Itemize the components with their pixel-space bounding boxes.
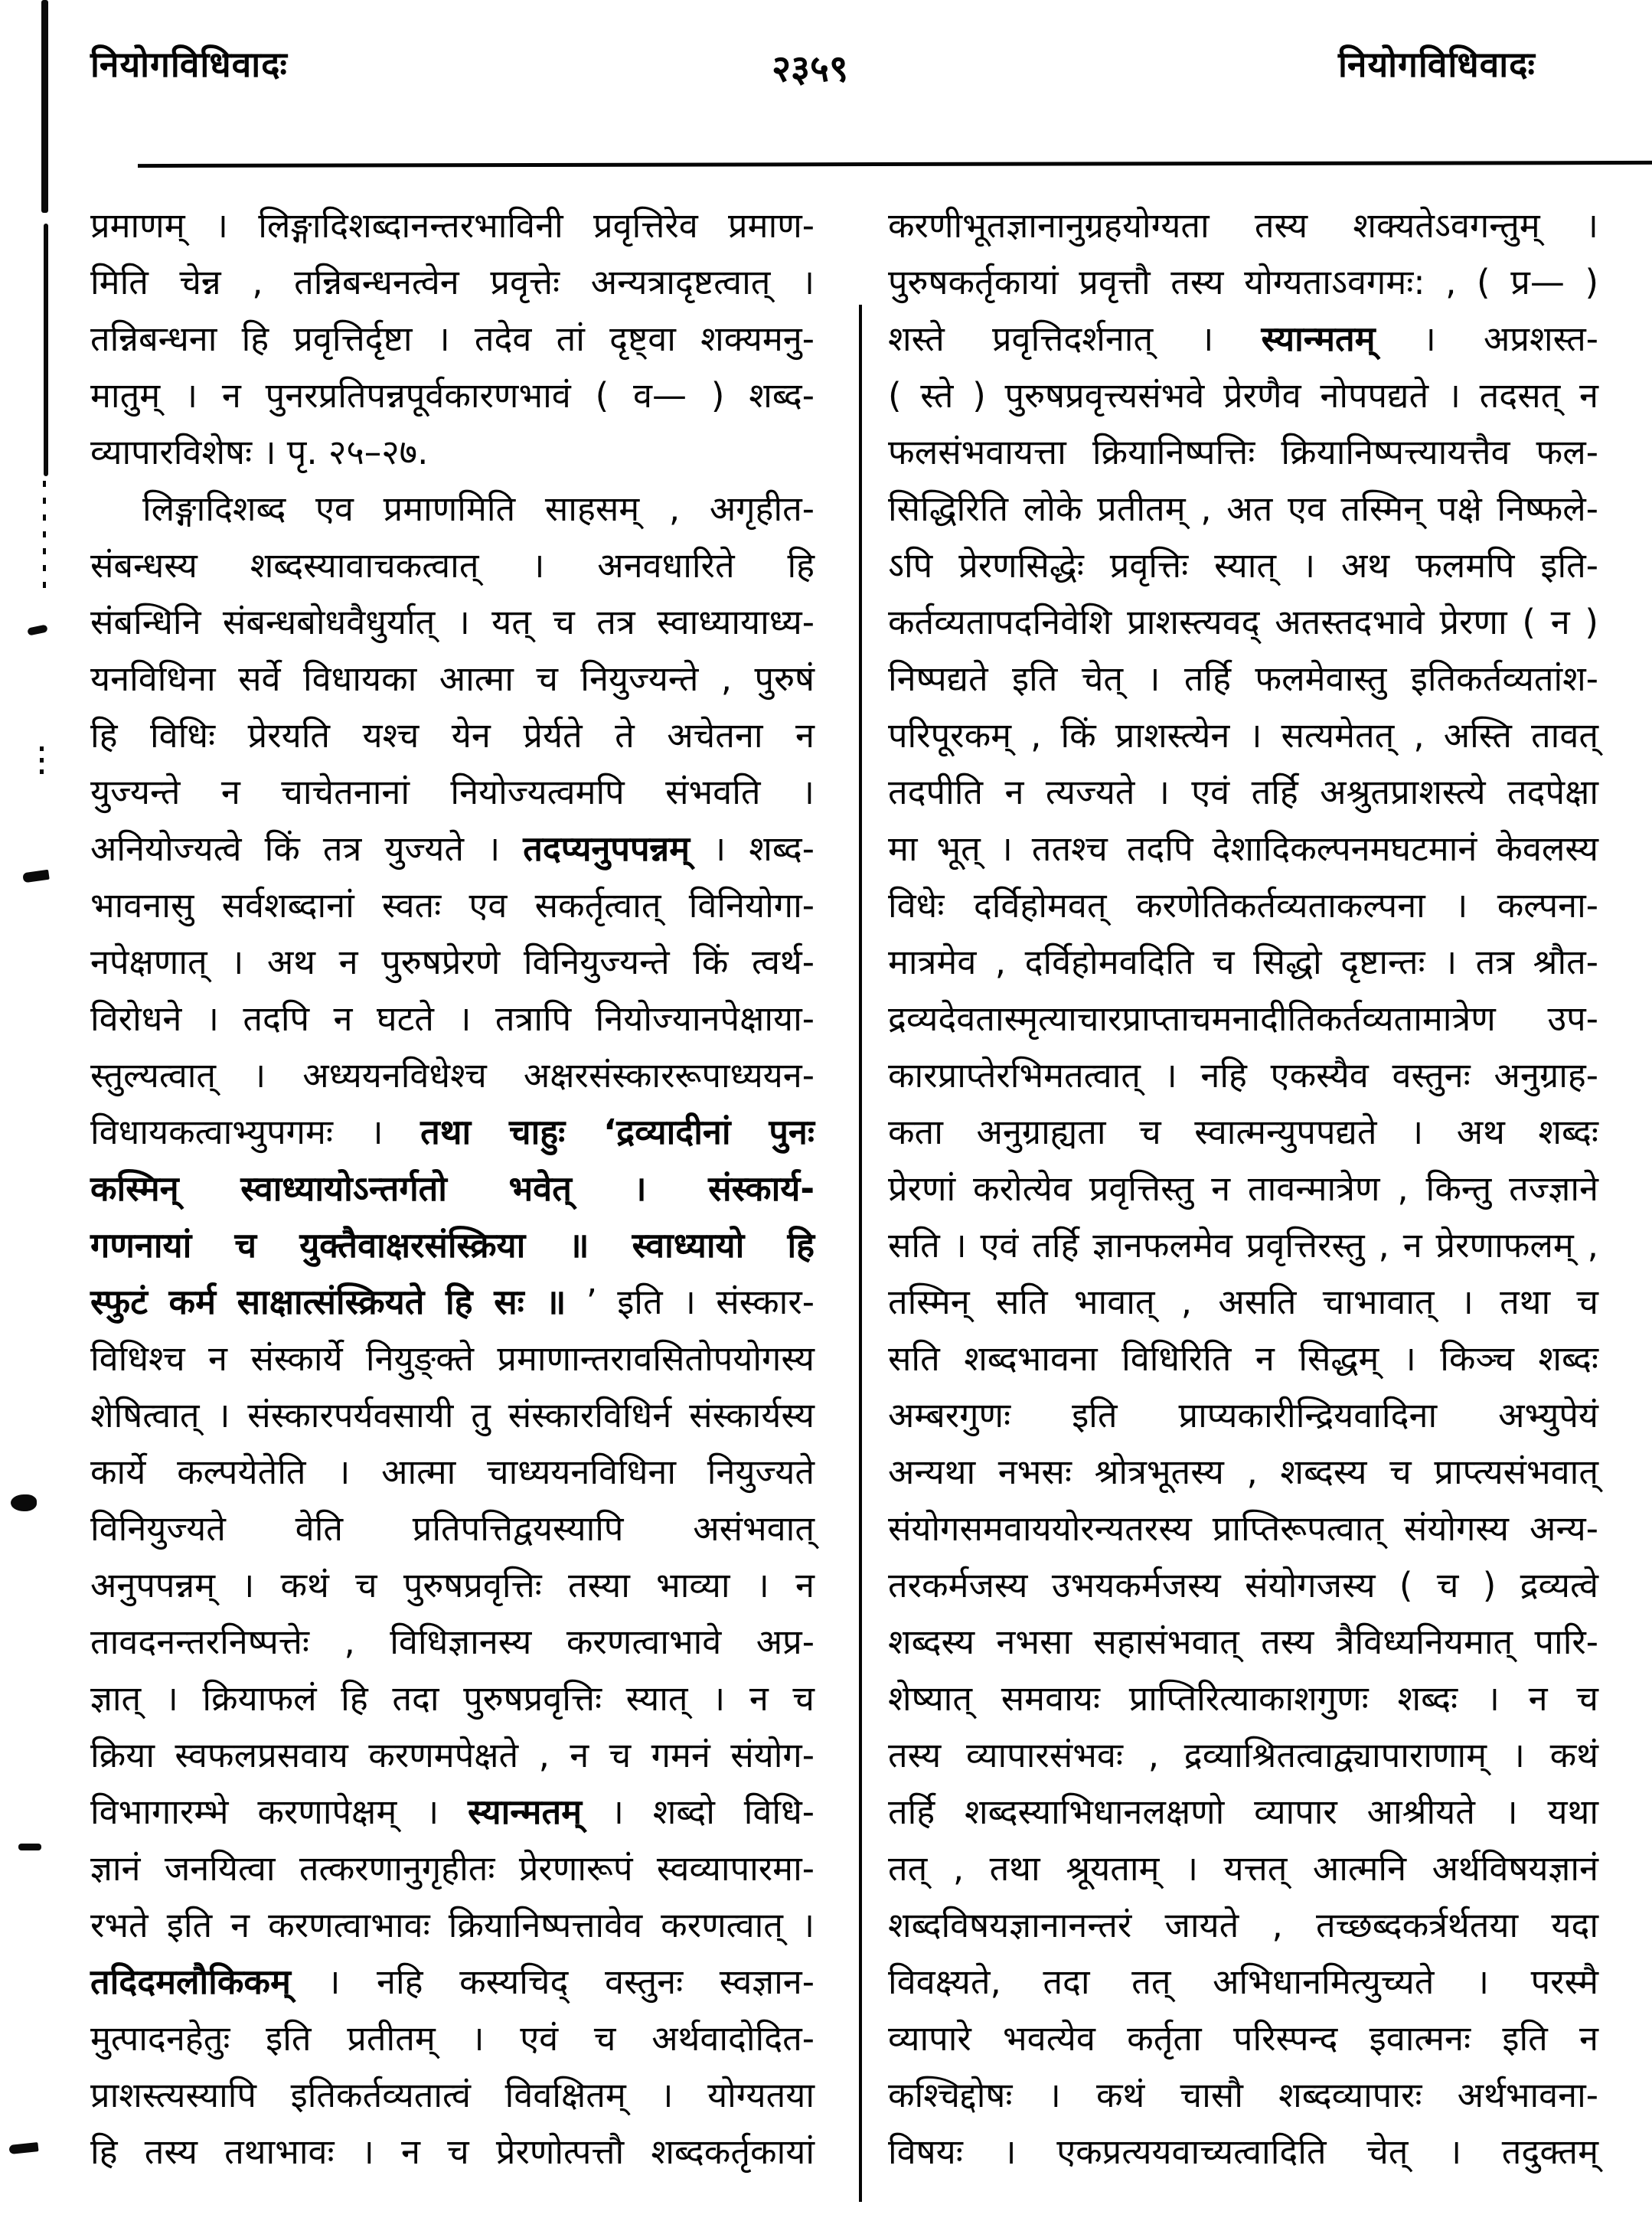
text-line: रभते इति न करणत्वाभावः क्रियानिष्पत्तावेव करणत्वात् । — [90, 1905, 815, 1945]
text-line: शब्दस्य नभसा सहासंभवात् तस्य त्रैविध्यनियमात् पारि- — [888, 1622, 1598, 1662]
text-line: भावनासु सर्वशब्दानां स्वतः एव सकर्तृत्वात् विनियोगा- — [90, 885, 815, 926]
text-line: शेषित्वात् । संस्कारपर्यवसायी तु संस्कारविधिर्न संस्कार्यस्य — [90, 1395, 815, 1435]
text-line: तत् , तथा श्रूयताम् । यत्तत् आत्मनि अर्थविषयज्ञानं — [888, 1848, 1598, 1889]
scan-edge-artifact — [43, 481, 46, 592]
text-line: द्रव्यदेवतास्मृत्याचारप्राप्ताचमनादीतिकर्तव्यतामात्रेण उप- — [888, 998, 1598, 1039]
text-line: निष्पद्यते इति चेत् । तर्हि फलमेवास्तु इतिकर्तव्यतांश- — [888, 658, 1598, 699]
text-line: अम्बरगुणः इति प्राप्यकारीन्द्रियवादिना अभ्युपेयं — [888, 1395, 1598, 1435]
text-line: अनुपपन्नम् । कथं च पुरुषप्रवृत्तिः तस्या भाव्या । न — [90, 1565, 815, 1605]
text-line: कता अनुग्राह्यता च स्वात्मन्युपपद्यते । अथ शब्दः — [888, 1112, 1598, 1152]
scan-edge-artifact — [22, 870, 49, 884]
text-line: स्फुटं कर्म साक्षात्संस्क्रियते हि सः ॥ ’ इति । संस्कार- — [90, 1282, 815, 1322]
text-line: संयोगसमवाययोरन्यतरस्य प्राप्तिरूपत्वात् संयोगस्य अन्य- — [888, 1508, 1598, 1549]
header-rule — [138, 161, 1652, 168]
text-line: तरकर्मजस्य उभयकर्मजस्य संयोगजस्य ( च ) द्रव्यत्वे — [888, 1565, 1598, 1605]
text-line: क्रिया स्वफलप्रसवाय करणमपेक्षते , न च गमनं संयोग- — [90, 1735, 815, 1775]
text-line: परिपूरकम् , किं प्राशस्त्येन । सत्यमेतत् , अस्ति तावत् — [888, 715, 1598, 756]
text-line: विधिश्च न संस्कार्ये नियुङ्क्ते प्रमाणान्तरावसितोपयोगस्य — [90, 1338, 815, 1379]
text-line: तस्य व्यापारसंभवः , द्रव्याश्रितत्वाद्व्यापाराणाम् । कथं — [888, 1735, 1598, 1775]
column-divider-rule — [859, 305, 862, 2202]
text-line: युज्यन्ते न चाचेतनानां नियोज्यत्वमपि संभवति । — [90, 772, 815, 812]
text-line: करणीभूतज्ञानानुग्रहयोग्यता तस्य शक्यतेऽवगन्तुम् । — [888, 205, 1598, 246]
text-line: तावदनन्तरनिष्पत्तेः , विधिज्ञानस्य करणत्वाभावे अप्र- — [90, 1622, 815, 1662]
text-line: हि तस्य तथाभावः । न च प्रेरणोत्पत्तौ शब्दकर्तृकायां — [90, 2131, 815, 2172]
text-line: संबन्धस्य शब्दस्यावाचकत्वात् । अनवधारिते हि — [90, 545, 815, 586]
text-line: शस्ते प्रवृत्तिदर्शनात् । स्यान्मतम् । अप्रशस्त- — [888, 318, 1598, 359]
scan-edge-artifact — [8, 2142, 38, 2154]
text-line: ( स्ते ) पुरुषप्रवृत्त्यसंभवे प्रेरणैव नोपपद्यते । तदसत् न — [888, 375, 1598, 416]
text-line: स्तुल्यत्वात् । अध्ययनविधेश्च अक्षरसंस्काररूपाध्ययन- — [90, 1055, 815, 1096]
running-header-right: नियोगविधिवादः — [1338, 44, 1536, 85]
text-line: तस्मिन् सति भावात् , असति चाभावात् । तथा च — [888, 1282, 1598, 1322]
text-line: विधेः दर्विहोमवत् करणेतिकर्तव्यताकल्पना । कल्पना- — [888, 885, 1598, 926]
text-line: विषयः । एकप्रत्ययवाच्यत्वादिति चेत् । तदुक्तम् — [888, 2131, 1598, 2172]
text-line: तन्निबन्धना हि प्रवृत्तिर्दृष्टा । तदेव तां दृष्ट्वा शक्यमनु- — [90, 318, 815, 359]
text-line: विधायकत्वाभ्युपगमः । तथा चाहुः ‘द्रव्यादीनां पुनः — [90, 1112, 815, 1152]
text-line: कारप्राप्तेरभिमतत्वात् । नहि एकस्यैव वस्तुनः अनुग्राह- — [888, 1055, 1598, 1096]
text-line: फलसंभवायत्ता क्रियानिष्पत्तिः क्रियानिष्पत्त्यायत्तैव फल- — [888, 432, 1598, 472]
text-line: व्यापारविशेषः । पृ. २५–२७. — [90, 432, 429, 472]
text-line: गणनायां च युक्तैवाक्षरसंस्क्रिया ॥ स्वाध्यायो हि — [90, 1225, 815, 1266]
right-column — [888, 198, 1598, 2180]
text-line: मात्रमेव , दर्विहोमवदिति च सिद्धो दृष्टान्तः । तत्र श्रौत- — [888, 942, 1598, 982]
running-header-left: नियोगविधिवादः — [90, 44, 288, 85]
text-line: तर्हि शब्दस्याभिधानलक्षणो व्यापार आश्रीयते । यथा — [888, 1791, 1598, 1832]
scan-edge-artifact — [41, 0, 48, 213]
text-line: तदपीति न त्यज्यते । एवं तर्हि अश्रुतप्राशस्त्ये तदपेक्षा — [888, 772, 1598, 812]
text-line: सति । एवं तर्हि ज्ञानफलमेव प्रवृत्तिरस्तु , न प्रेरणाफलम् , — [888, 1225, 1598, 1266]
text-line: पुरुषकर्तृकायां प्रवृत्तौ तस्य योग्यताऽवगमः: , ( प्र— ) — [888, 262, 1598, 302]
scan-edge-artifact — [11, 1494, 37, 1511]
text-line: ऽपि प्रेरणसिद्धेः प्रवृत्तिः स्यात् । अथ फलमपि इति- — [888, 545, 1598, 586]
text-line: मातुम् । न पुनरप्रतिपन्नपूर्वकारणभावं ( व— ) शब्द- — [90, 375, 815, 416]
text-line: शेष्यात् समवायः प्राप्तिरित्याकाशगुणः शब्दः । न च — [888, 1678, 1598, 1719]
text-line: प्राशस्त्यस्यापि इतिकर्तव्यतात्वं विवक्षितम् । योग्यतया — [90, 2075, 815, 2115]
text-line: प्रेरणां करोत्येव प्रवृत्तिस्तु न तावन्मात्रेण , किन्तु तज्ज्ञाने — [888, 1168, 1598, 1209]
text-line: अनियोज्यत्वे किं तत्र युज्यते । तदप्यनुपपन्नम् । शब्द- — [90, 828, 815, 869]
scan-edge-artifact — [40, 746, 44, 774]
text-line: विनियुज्यते वेति प्रतिपत्तिद्वयस्यापि असंभवात् — [90, 1508, 815, 1549]
text-line: कर्तव्यतापदनिवेशि प्राशस्त्यवद् अतस्तदभावे प्रेरणा ( न ) — [888, 602, 1598, 642]
text-line: नपेक्षणात् । अथ न पुरुषप्रेरणे विनियुज्यन्ते किं त्वर्थ- — [90, 942, 815, 982]
text-line: विभागारम्भे करणापेक्षम् । स्यान्मतम् । शब्दो विधि- — [90, 1791, 815, 1832]
text-line: कश्चिद्दोषः । कथं चासौ शब्दव्यापारः अर्थभावना- — [888, 2075, 1598, 2115]
text-line: हि विधिः प्रेरयति यश्च येन प्रेर्यते ते अचेतना न — [90, 715, 815, 756]
scan-edge-artifact — [27, 624, 48, 635]
scan-edge-artifact — [44, 224, 48, 476]
text-line: तदिदमलौकिकम् । नहि कस्यचिद् वस्तुनः स्वज्ञान- — [90, 1961, 815, 2002]
text-line: प्रमाणम् । लिङ्गादिशब्दानन्तरभाविनी प्रवृत्तिरेव प्रमाण- — [90, 205, 815, 246]
text-line: व्यापारे भवत्येव कर्तृता परिस्पन्द इवात्मनः इति न — [888, 2018, 1598, 2059]
text-line: ज्ञात् । क्रियाफलं हि तदा पुरुषप्रवृत्तिः स्यात् । न च — [90, 1678, 815, 1719]
text-line: लिङ्गादिशब्द एव प्रमाणमिति साहसम् , अगृहीत- — [142, 488, 815, 529]
text-line: सति शब्दभावना विधिरिति न सिद्धम् । किञ्च शब्दः — [888, 1338, 1598, 1379]
page-number: २३५९ — [772, 47, 848, 90]
text-line: विवक्ष्यते, तदा तत् अभिधानमित्युच्यते । परस्मै — [888, 1961, 1598, 2002]
text-line: कस्मिन् स्वाध्यायोऽन्तर्गतो भवेत् । संस्कार्य- — [90, 1168, 815, 1209]
text-line: संबन्धिनि संबन्धबोधवैधुर्यात् । यत् च तत्र स्वाध्यायाध्य- — [90, 602, 815, 642]
text-line: सिद्धिरिति लोके प्रतीतम् , अत एव तस्मिन् पक्षे निष्फले- — [888, 488, 1598, 529]
text-line: अन्यथा नभसः श्रोत्रभूतस्य , शब्दस्य च प्राप्त्यसंभवात् — [888, 1452, 1598, 1492]
text-line: मिति चेन्न , तन्निबन्धनत्वेन प्रवृत्तेः अन्यत्रादृष्टत्वात् । — [90, 262, 815, 302]
text-line: शब्दविषयज्ञानानन्तरं जायते , तच्छब्दकर्त्रर्थतया यदा — [888, 1905, 1598, 1945]
scan-edge-artifact — [18, 1844, 41, 1850]
text-line: मुत्पादनहेतुः इति प्रतीतम् । एवं च अर्थवादोदित- — [90, 2018, 815, 2059]
text-line: ज्ञानं जनयित्वा तत्करणानुगृहीतः प्रेरणारूपं स्वव्यापारमा- — [90, 1848, 815, 1889]
left-column — [90, 198, 815, 2180]
text-line: कार्ये कल्पयेतेति । आत्मा चाध्ययनविधिना नियुज्यते — [90, 1452, 815, 1492]
text-line: यनविधिना सर्वे विधायका आत्मा च नियुज्यन्ते , पुरुषं — [90, 658, 815, 699]
text-line: विरोधने । तदपि न घटते । तत्रापि नियोज्यानपेक्षाया- — [90, 998, 815, 1039]
text-line: मा भूत् । ततश्च तदपि देशादिकल्पनमघटमानं केवलस्य — [888, 828, 1598, 869]
